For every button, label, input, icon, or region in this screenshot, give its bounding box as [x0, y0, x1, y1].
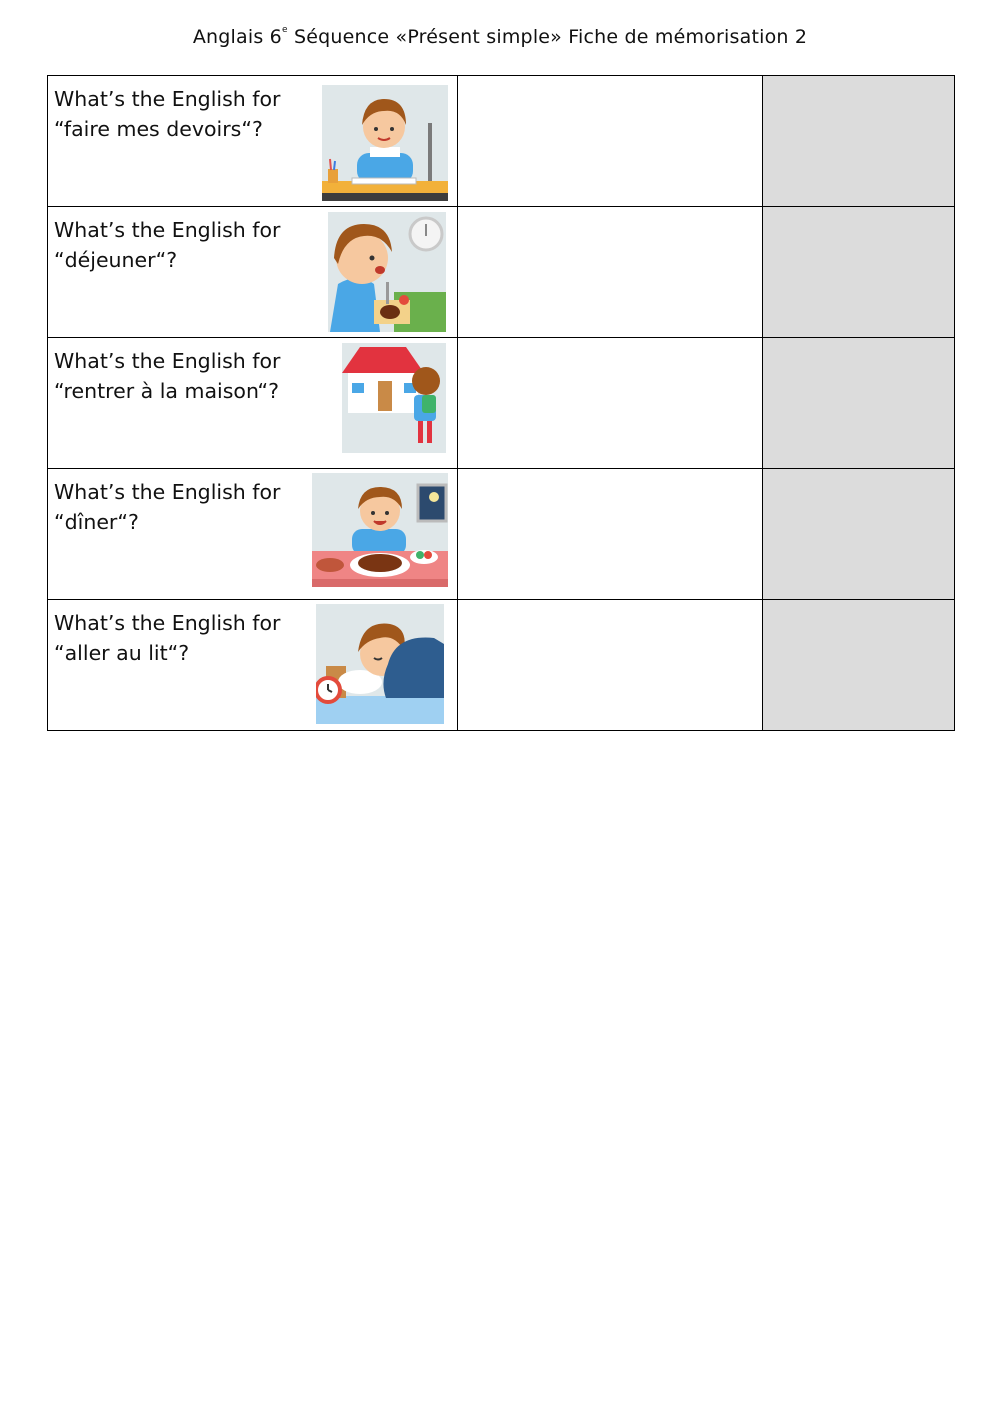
- boy-lunch-illustration: [328, 212, 446, 332]
- answer-cell[interactable]: [458, 600, 763, 731]
- question-cell: [48, 469, 458, 600]
- question-cell: [48, 76, 458, 207]
- boy-dinner-illustration: [312, 473, 448, 587]
- question-text: What’s the English for: [54, 480, 281, 504]
- check-cell: [763, 338, 955, 469]
- boy-bedtime-illustration: [316, 604, 444, 724]
- table-row: [48, 469, 955, 600]
- french-term: “déjeuner“?: [54, 248, 178, 272]
- french-term: “aller au lit“?: [54, 641, 190, 665]
- question-text: What’s the English for: [54, 349, 281, 373]
- answer-cell[interactable]: [458, 338, 763, 469]
- question-text: What’s the English for: [54, 218, 281, 242]
- page-title: Anglais 6e Séquence «Présent simple» Fiche de mémorisation 2: [192, 25, 808, 48]
- answer-cell[interactable]: [458, 469, 763, 600]
- question-text: What’s the English for: [54, 611, 281, 635]
- french-term: “dîner“?: [54, 510, 139, 534]
- table-row: [48, 338, 955, 469]
- check-cell: [763, 469, 955, 600]
- table-row: [48, 600, 955, 731]
- question-text: What’s the English for: [54, 87, 281, 111]
- question-cell: [48, 600, 458, 731]
- boy-going-home-illustration: [342, 343, 446, 453]
- french-term: “faire mes devoirs“?: [54, 117, 263, 141]
- answer-cell[interactable]: [458, 207, 763, 338]
- question-cell: [48, 207, 458, 338]
- check-cell: [763, 600, 955, 731]
- boy-homework-illustration: [322, 85, 448, 201]
- memorisation-table: [47, 75, 955, 731]
- check-cell: [763, 207, 955, 338]
- check-cell: [763, 76, 955, 207]
- table-row: [48, 207, 955, 338]
- table-row: [48, 76, 955, 207]
- answer-cell[interactable]: [458, 76, 763, 207]
- question-cell: [48, 338, 458, 469]
- french-term: “rentrer à la maison“?: [54, 379, 279, 403]
